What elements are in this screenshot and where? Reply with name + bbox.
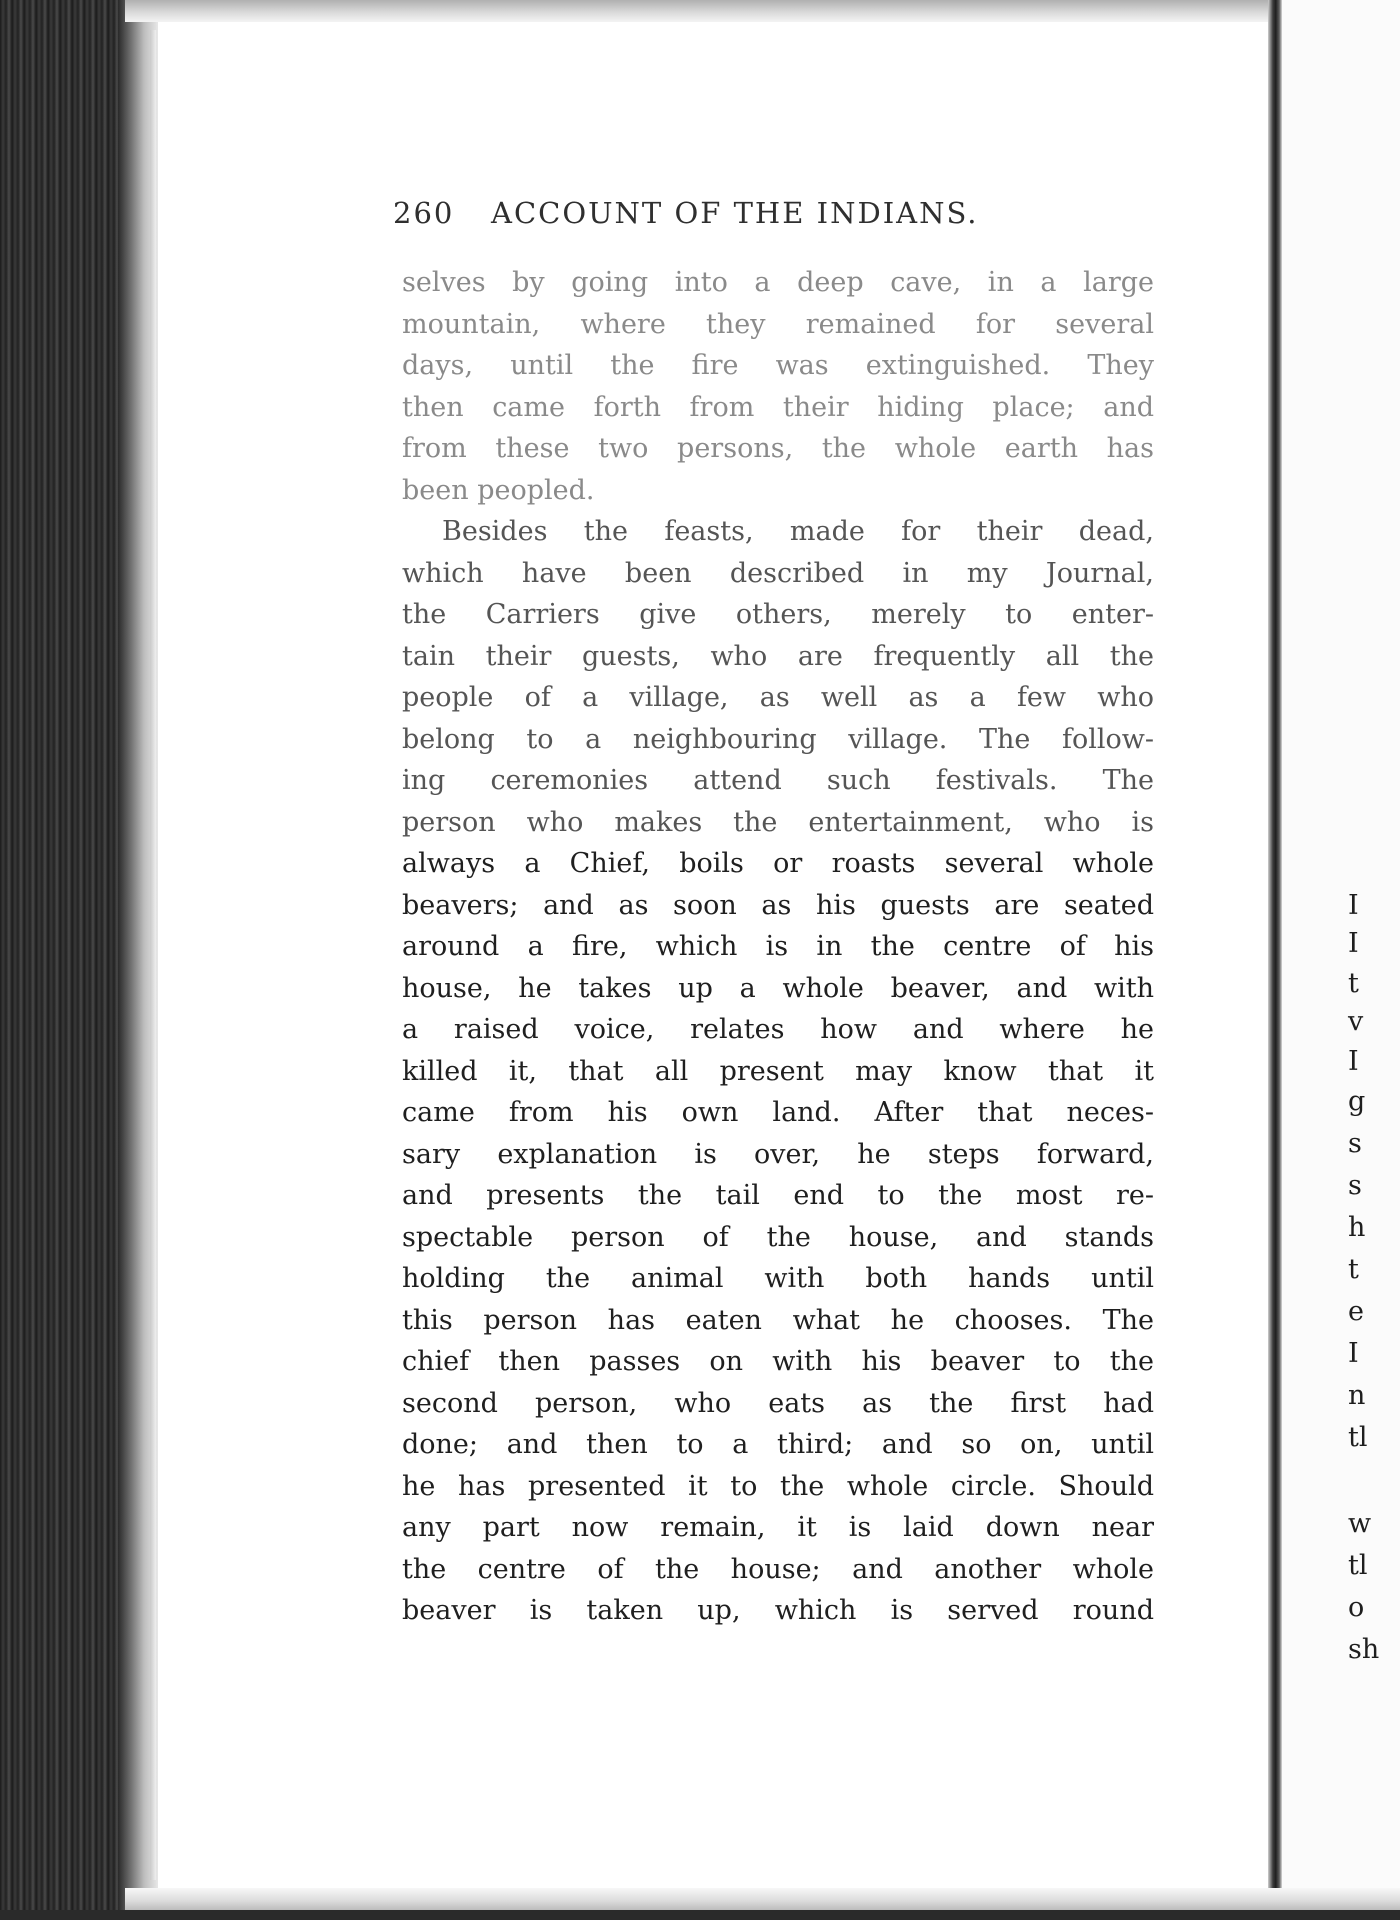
text-line: always a Chief, boils or roasts several whole [402, 848, 1154, 879]
text-line: a raised voice, relates how and where he [402, 1014, 1154, 1045]
book-gutter [1268, 0, 1282, 1920]
text-line: any part now remain, it is laid down near [402, 1512, 1154, 1543]
facing-fragment: e [1348, 1296, 1364, 1327]
body-text [402, 262, 1154, 1632]
facing-fragment: o [1348, 1592, 1365, 1623]
facing-fragment: g [1348, 1086, 1366, 1117]
running-head [393, 196, 1013, 230]
facing-fragment: I [1348, 1338, 1359, 1369]
text-line: person who makes the entertainment, who is [402, 806, 1154, 838]
facing-fragment: tl [1348, 1422, 1368, 1453]
text-line: belong to a neighbouring village. The follow- [402, 723, 1154, 755]
facing-fragment: h [1348, 1212, 1366, 1243]
running-head-title: ACCOUNT OF THE INDIANS. [491, 196, 979, 230]
page-number: 260 [393, 196, 455, 230]
top-edge-shadow [125, 0, 1400, 22]
text-line: which have been described in my Journal, [402, 557, 1154, 589]
text-line: holding the animal with both hands until [402, 1263, 1154, 1294]
bottom-shadow [0, 1910, 1400, 1920]
text-line: chief then passes on with his beaver to the [402, 1346, 1154, 1377]
book-fore-edge [0, 0, 125, 1920]
facing-fragment: n [1348, 1380, 1366, 1411]
facing-fragment: v [1348, 1006, 1364, 1037]
text-line: sary explanation is over, he steps forward, [402, 1138, 1154, 1170]
text-line: beaver is taken up, which is served round [402, 1595, 1154, 1626]
text-line: been peopled. [402, 474, 595, 506]
paragraph-first-line: Besides the feasts, made for their dead, [442, 516, 1154, 547]
text-line: this person has eaten what he chooses. The [402, 1304, 1154, 1336]
facing-fragment: tl [1348, 1550, 1368, 1581]
text-line: killed it, that all present may know that it [402, 1055, 1154, 1087]
facing-fragment: s [1348, 1170, 1362, 1201]
text-line: days, until the fire was extinguished. They [402, 350, 1154, 381]
facing-fragment: sh [1348, 1634, 1380, 1665]
text-line: second person, who eats as the first had [402, 1387, 1154, 1419]
text-line: he has presented it to the whole circle. Should [402, 1470, 1154, 1502]
text-line: and presents the tail end to the most re- [402, 1180, 1154, 1211]
page-inner-edge [150, 30, 156, 1880]
facing-fragment: I [1348, 928, 1359, 959]
text-line: done; and then to a third; and so on, until [402, 1429, 1154, 1460]
text-line: selves by going into a deep cave, in a large [402, 267, 1154, 298]
text-line: from these two persons, the whole earth has [402, 433, 1154, 464]
text-line: the Carriers give others, merely to enter- [402, 599, 1154, 630]
text-line: tain their guests, who are frequently all the [402, 640, 1154, 672]
text-line: came from his own land. After that neces- [402, 1097, 1154, 1128]
text-line: beavers; and as soon as his guests are seated [402, 889, 1154, 921]
facing-fragment: I [1348, 1046, 1359, 1077]
text-line: then came forth from their hiding place; and [402, 391, 1154, 423]
facing-fragment: t [1348, 1254, 1359, 1285]
facing-fragment: I [1348, 890, 1359, 921]
facing-page-text-fragments [1348, 0, 1400, 1920]
facing-fragment: t [1348, 968, 1359, 999]
text-line: ing ceremonies attend such festivals. The [402, 765, 1154, 796]
text-line: the centre of the house; and another whole [402, 1553, 1154, 1585]
facing-fragment: w [1348, 1508, 1372, 1539]
text-line: house, he takes up a whole beaver, and with [402, 972, 1154, 1004]
text-line: people of a village, as well as a few who [402, 682, 1154, 713]
text-line: spectable person of the house, and stands [402, 1221, 1154, 1253]
text-line: mountain, where they remained for several [402, 308, 1154, 340]
facing-fragment: s [1348, 1128, 1362, 1159]
text-line: around a fire, which is in the centre of his [402, 931, 1154, 962]
